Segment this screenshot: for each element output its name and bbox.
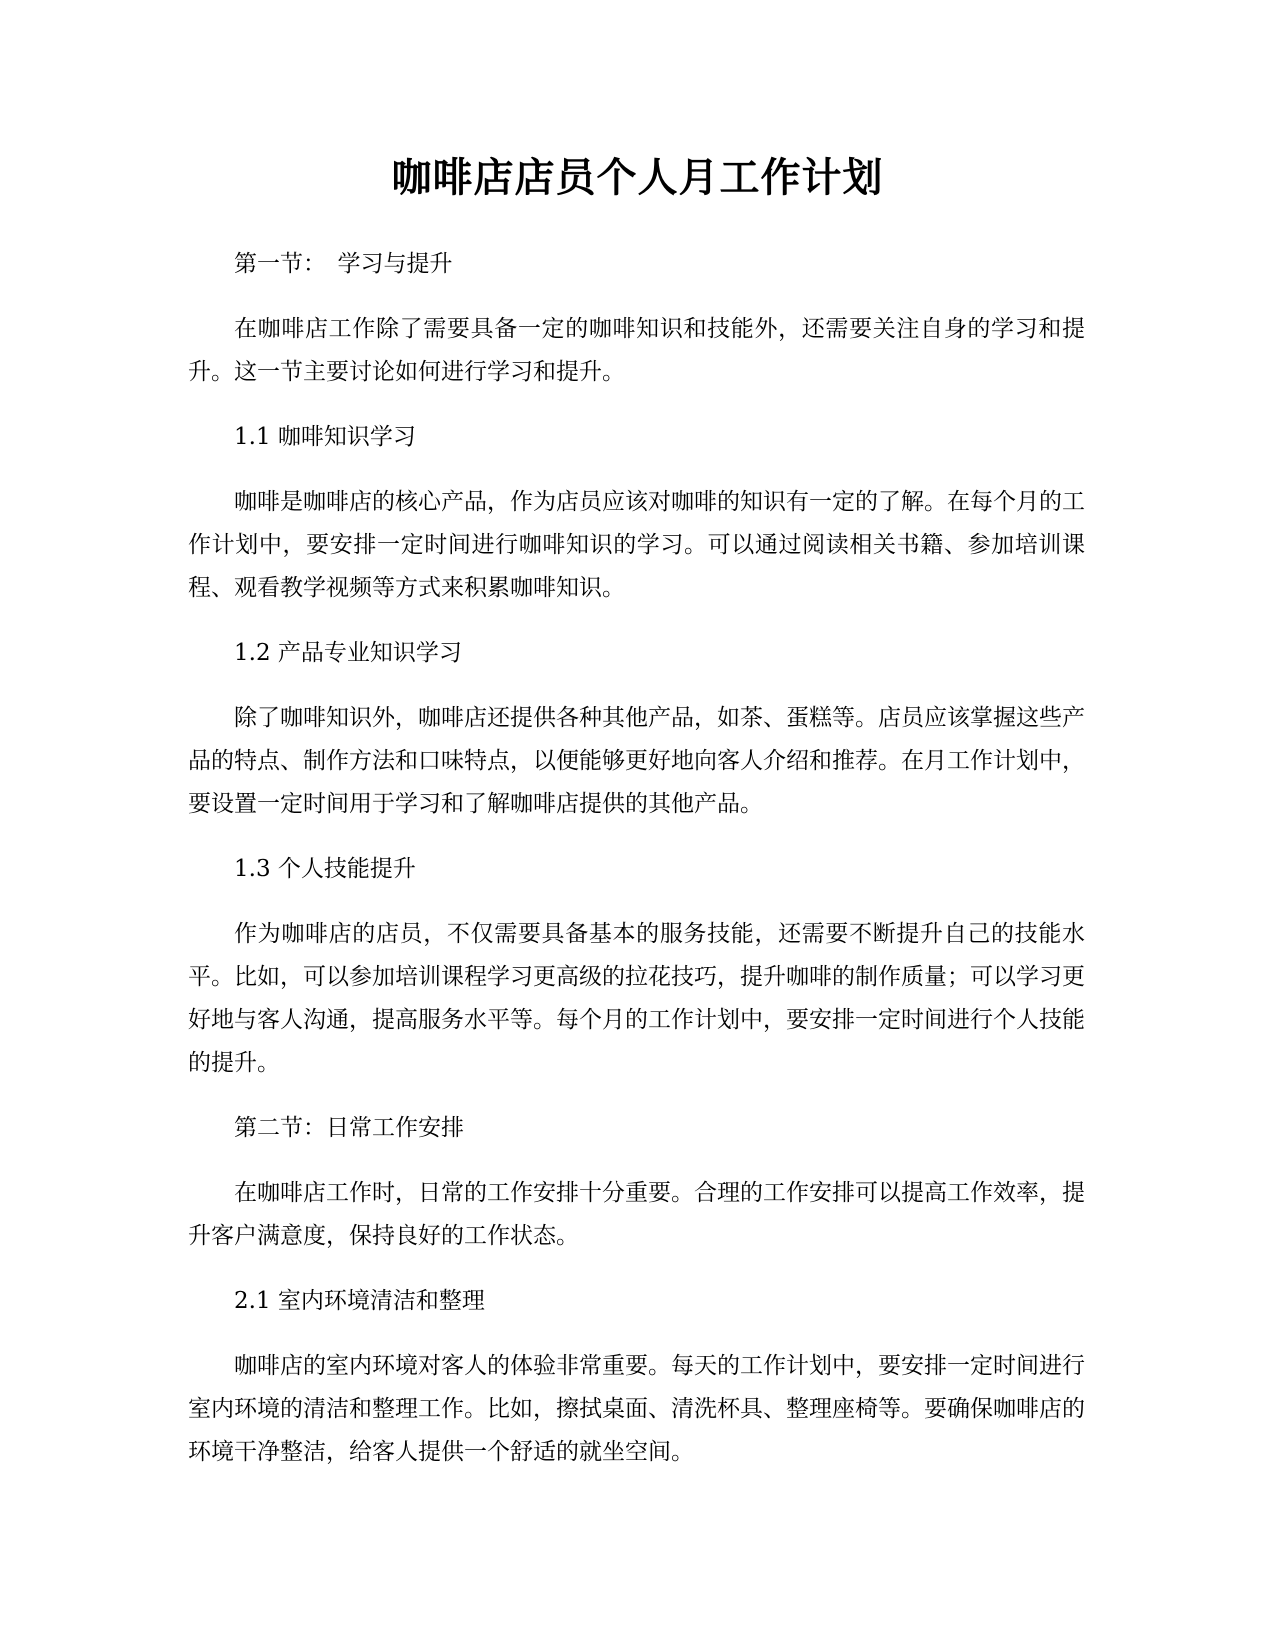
subsection-heading: 1.3 个人技能提升	[234, 856, 416, 882]
document-body	[188, 243, 1085, 1496]
subsection-heading: 1.1 咖啡知识学习	[234, 424, 416, 450]
paragraph: 咖啡店的室内环境对客人的体验非常重要。每天的工作计划中，要安排一定时间进行室内环境的清洁和整理工作。比如，擦拭桌面、清洗杯具、整理座椅等。要确保咖啡店的环境干净整洁，给客人提供一个舒适的就坐空间。	[188, 1353, 1085, 1465]
subsection-heading: 1.2 产品专业知识学习	[234, 640, 462, 666]
paragraph: 咖啡是咖啡店的核心产品，作为店员应该对咖啡的知识有一定的了解。在每个月的工作计划中，要安排一定时间进行咖啡知识的学习。可以通过阅读相关书籍、参加培训课程、观看教学视频等方式来积累咖啡知识。	[188, 489, 1085, 601]
subsection-heading: 2.1 室内环境清洁和整理	[234, 1288, 485, 1314]
section-heading: 第一节： 学习与提升	[234, 251, 453, 277]
paragraph: 在咖啡店工作除了需要具备一定的咖啡知识和技能外，还需要关注自身的学习和提升。这一节主要讨论如何进行学习和提升。	[188, 316, 1085, 385]
paragraph: 除了咖啡知识外，咖啡店还提供各种其他产品，如茶、蛋糕等。店员应该掌握这些产品的特点、制作方法和口味特点，以便能够更好地向客人介绍和推荐。在月工作计划中，要设置一定时间用于学习和了解咖啡店提供的其他产品。	[188, 705, 1085, 817]
section-heading: 第二节：日常工作安排	[234, 1115, 464, 1141]
paragraph: 作为咖啡店的店员，不仅需要具备基本的服务技能，还需要不断提升自己的技能水平。比如，可以参加培训课程学习更高级的拉花技巧，提升咖啡的制作质量；可以学习更好地与客人沟通，提高服务水平等。每个月的工作计划中，要安排一定时间进行个人技能的提升。	[188, 921, 1085, 1076]
paragraph: 在咖啡店工作时，日常的工作安排十分重要。合理的工作安排可以提高工作效率，提升客户满意度，保持良好的工作状态。	[188, 1180, 1085, 1249]
document-title: 咖啡店店员个人月工作计划	[391, 155, 884, 201]
